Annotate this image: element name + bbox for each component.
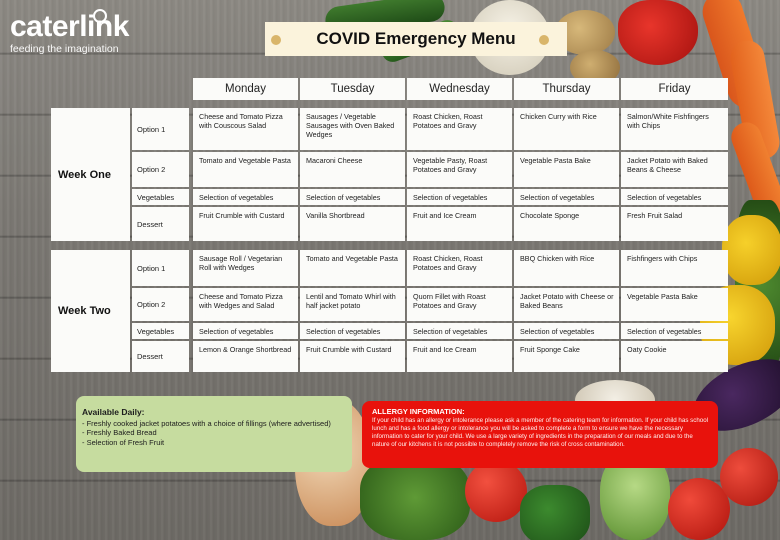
day-header-monday: Monday bbox=[193, 78, 298, 100]
menu-title-banner bbox=[265, 22, 567, 56]
week-two-vegetables-thursday: Selection of vegetables bbox=[514, 323, 619, 339]
allergy-information-box bbox=[362, 401, 718, 468]
week-one-option-1-tuesday: Sausages / Vegetable Sausages with Oven Baked Wedges bbox=[300, 108, 405, 150]
available-item: - Freshly cooked jacket potatoes with a choice of fillings (where advertised) bbox=[82, 418, 331, 428]
week-one-dessert-monday: Fruit Crumble with Custard bbox=[193, 207, 298, 241]
week-one-vegetables-label: Vegetables bbox=[132, 189, 189, 205]
week-two-vegetables-friday: Selection of vegetables bbox=[621, 323, 728, 339]
week-one-option-1-friday: Salmon/White Fishfingers with Chips bbox=[621, 108, 728, 150]
week-two-vegetables-label: Vegetables bbox=[132, 323, 189, 339]
week-one-dessert-wednesday: Fruit and Ice Cream bbox=[407, 207, 512, 241]
allergy-text: If your child has an allergy or intolerance please ask a member of the catering team for information. If your child has school lunch and has a food allergy or intolerance you will be asked to complete a form to ensure we have the necessary information to cater for your child. We use a large variety of ingredients in the preparation of our meals and due to the nature of our kitchens it is not possible to completely remove the risk of cross contamination. bbox=[372, 417, 709, 448]
yellow-pepper-decoration bbox=[722, 215, 780, 285]
week-one-option-2-label: Option 2 bbox=[132, 152, 189, 187]
day-header-thursday: Thursday bbox=[514, 78, 619, 100]
red-pepper-decoration bbox=[618, 0, 698, 65]
week-one-label: Week One bbox=[51, 108, 130, 241]
week-one-vegetables-friday: Selection of vegetables bbox=[621, 189, 728, 205]
day-header-tuesday: Tuesday bbox=[300, 78, 405, 100]
day-header-wednesday: Wednesday bbox=[407, 78, 512, 100]
tomato-decoration-3 bbox=[720, 448, 778, 506]
week-two-option-1-thursday: BBQ Chicken with Rice bbox=[514, 250, 619, 286]
week-two-vegetables-monday: Selection of vegetables bbox=[193, 323, 298, 339]
week-two-option-1-label: Option 1 bbox=[132, 250, 189, 286]
week-one-option-1-wednesday: Roast Chicken, Roast Potatoes and Gravy bbox=[407, 108, 512, 150]
week-two-dessert-label: Dessert bbox=[132, 341, 189, 372]
week-one-vegetables-tuesday: Selection of vegetables bbox=[300, 189, 405, 205]
week-one-dessert-tuesday: Vanilla Shortbread bbox=[300, 207, 405, 241]
available-daily-title: Available Daily: bbox=[82, 407, 145, 417]
week-one-option-2-wednesday: Vegetable Pasty, Roast Potatoes and Gravy bbox=[407, 152, 512, 187]
caterlink-logo bbox=[10, 12, 140, 57]
week-two-dessert-monday: Lemon & Orange Shortbread bbox=[193, 341, 298, 372]
week-two-option-2-monday: Cheese and Tomato Pizza with Wedges and Salad bbox=[193, 288, 298, 321]
green-pepper-decoration bbox=[520, 485, 590, 540]
week-two-dessert-friday: Oaty Cookie bbox=[621, 341, 728, 372]
week-one-dessert-thursday: Chocolate Sponge bbox=[514, 207, 619, 241]
available-item: - Selection of Fresh Fruit bbox=[82, 437, 165, 447]
week-one-option-1-label: Option 1 bbox=[132, 108, 189, 150]
week-one-option-2-thursday: Vegetable Pasta Bake bbox=[514, 152, 619, 187]
week-one-option-2-tuesday: Macaroni Cheese bbox=[300, 152, 405, 187]
week-two-option-1-friday: Fishfingers with Chips bbox=[621, 250, 728, 286]
title-dot-right-icon bbox=[539, 35, 549, 45]
day-header-friday: Friday bbox=[621, 78, 728, 100]
week-two-label: Week Two bbox=[51, 250, 130, 372]
week-one-vegetables-monday: Selection of vegetables bbox=[193, 189, 298, 205]
week-two-option-1-monday: Sausage Roll / Vegetarian Roll with Wedges bbox=[193, 250, 298, 286]
week-two-option-2-label: Option 2 bbox=[132, 288, 189, 321]
week-one-option-2-monday: Tomato and Vegetable Pasta bbox=[193, 152, 298, 187]
week-two-vegetables-tuesday: Selection of vegetables bbox=[300, 323, 405, 339]
available-daily-box bbox=[76, 396, 352, 472]
week-two-option-2-wednesday: Quorn Fillet with Roast Potatoes and Gravy bbox=[407, 288, 512, 321]
week-two-dessert-thursday: Fruit Sponge Cake bbox=[514, 341, 619, 372]
week-two-option-1-tuesday: Tomato and Vegetable Pasta bbox=[300, 250, 405, 286]
week-one-option-1-monday: Cheese and Tomato Pizza with Couscous Salad bbox=[193, 108, 298, 150]
week-two-option-1-wednesday: Roast Chicken, Roast Potatoes and Gravy bbox=[407, 250, 512, 286]
week-two-option-2-friday: Vegetable Pasta Bake bbox=[621, 288, 728, 321]
week-one-vegetables-thursday: Selection of vegetables bbox=[514, 189, 619, 205]
title-dot-left-icon bbox=[271, 35, 281, 45]
week-two-dessert-wednesday: Fruit and Ice Cream bbox=[407, 341, 512, 372]
logo-name: caterlink bbox=[10, 10, 129, 43]
week-two-vegetables-wednesday: Selection of vegetables bbox=[407, 323, 512, 339]
week-one-dessert-label: Dessert bbox=[132, 207, 189, 241]
tomato-decoration-2 bbox=[668, 478, 730, 540]
week-one-vegetables-wednesday: Selection of vegetables bbox=[407, 189, 512, 205]
tomato-decoration bbox=[465, 460, 527, 522]
week-two-dessert-tuesday: Fruit Crumble with Custard bbox=[300, 341, 405, 372]
week-one-option-1-thursday: Chicken Curry with Rice bbox=[514, 108, 619, 150]
logo-mark-icon bbox=[93, 9, 107, 23]
allergy-title: ALLERGY INFORMATION: bbox=[372, 407, 465, 416]
page-title: COVID Emergency Menu bbox=[316, 29, 516, 48]
available-item: - Freshly Baked Bread bbox=[82, 428, 157, 437]
week-one-dessert-friday: Fresh Fruit Salad bbox=[621, 207, 728, 241]
logo-tagline: feeding the imagination bbox=[10, 43, 119, 55]
week-two-option-2-thursday: Jacket Potato with Cheese or Baked Beans bbox=[514, 288, 619, 321]
week-one-option-2-friday: Jacket Potato with Baked Beans & Cheese bbox=[621, 152, 728, 187]
week-two-option-2-tuesday: Lentil and Tomato Whirl with half jacket potato bbox=[300, 288, 405, 321]
